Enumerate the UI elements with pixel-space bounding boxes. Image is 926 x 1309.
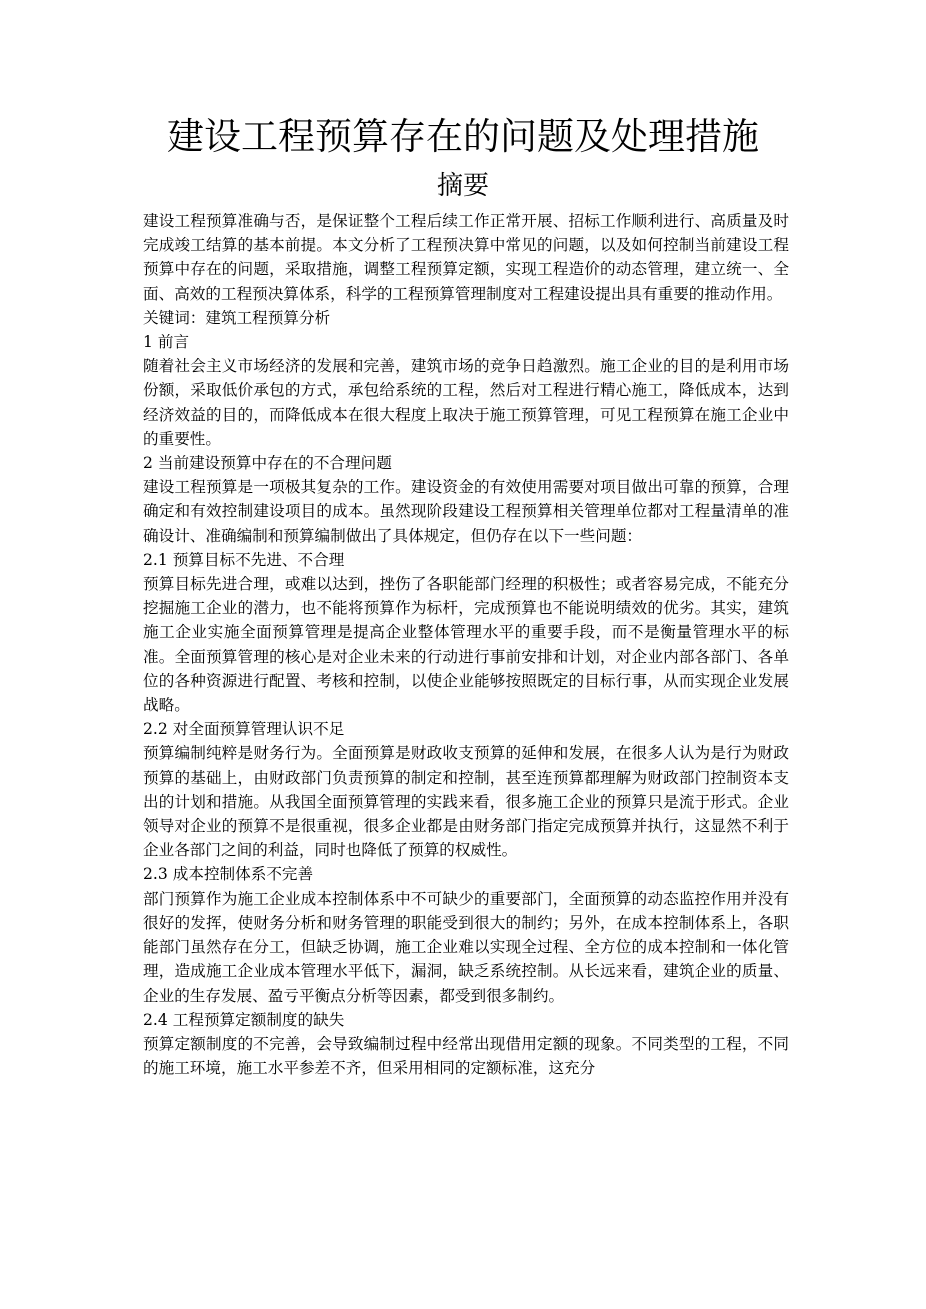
section-heading: 2.2 对全面预算管理认识不足 — [143, 720, 345, 739]
section-heading: 1 前言 — [143, 333, 190, 352]
section-paragraph: 预算编制纯粹是财务行为。全面预算是财政收支预算的延伸和发展，在很多人认为是行为财政预算的基础上，由财政部门负责预算的制定和控制，甚至连预算都理解为财政部门控制资本支出的计划和措施。从我国全面预算管理的实践来看，很多施工企业的预算只是流于形式。企业领导对企业的预算不是很重视，很多企业都是由财务部门指定完成预算并执行，这显然不利于企业各部门之间的利益，同时也降低了预算的权威性。 — [143, 744, 789, 860]
section-paragraph: 建设工程预算是一项极其复杂的工作。建设资金的有效使用需要对项目做出可靠的预算，合理确定和有效控制建设项目的成本。虽然现阶段建设工程预算相关管理单位都对工程量清单的准确设计、准确编制和预算编制做出了具体规定，但仍存在以下一些问题： — [143, 478, 789, 545]
section-paragraph: 预算定额制度的不完善，会导致编制过程中经常出现借用定额的现象。不同类型的工程，不同的施工环境，施工水平参差不齐，但采用相同的定额标准，这充分 — [143, 1034, 789, 1078]
section-heading: 2 当前建设预算中存在的不合理问题 — [143, 454, 392, 473]
abstract-heading: 摘要 — [436, 171, 489, 201]
section-heading: 2.1 预算目标不先进、不合理 — [143, 550, 345, 569]
keywords-line: 关键词：建筑工程预算分析 — [143, 308, 331, 327]
abstract-paragraph: 建设工程预算准确与否，是保证整个工程后续工作正常开展、招标工作顺利进行、高质量及时完成竣工结算的基本前提。本文分析了工程预决算中常见的问题，以及如何控制当前建设工程预算中存在的问题，采取措施，调整工程预算定额，实现工程造价的动态管理，建立统一、全面、高效的工程预决算体系，科学的工程预算管理制度对工程建设提出具有重要的推动作用。 — [143, 212, 789, 303]
section-paragraph: 部门预算作为施工企业成本控制体系中不可缺少的重要部门，全面预算的动态监控作用并没有很好的发挥，使财务分析和财务管理的职能受到很大的制约；另外，在成本控制体系上，各职能部门虽然存在分工，但缺乏协调，施工企业难以实现全过程、全方位的成本控制和一体化管理，造成施工企业成本管理水平低下，漏洞，缺乏系统控制。从长远来看，建筑企业的质量、企业的生存发展、盈亏平衡点分析等因素，都受到很多制约。 — [143, 889, 789, 1005]
section-paragraph: 预算目标先进合理，或难以达到，挫伤了各职能部门经理的积极性；或者容易完成，不能充分挖掘施工企业的潜力，也不能将预算作为标杆，完成预算也不能说明绩效的优劣。其实，建筑施工企业实施全面预算管理是提高企业整体管理水平的重要手段，而不是衡量管理水平的标准。全面预算管理的核心是对企业未来的行动进行事前安排和计划，对企业内部各部门、各单位的各种资源进行配置、考核和控制，以使企业能够按照既定的目标行事，从而实现企业发展战略。 — [143, 575, 789, 715]
document-title: 建设工程预算存在的问题及处理措施 — [167, 115, 759, 158]
document-body — [143, 209, 789, 1080]
section-heading: 2.3 成本控制体系不完善 — [143, 865, 314, 884]
section-paragraph: 随着社会主义市场经济的发展和完善，建筑市场的竞争日趋激烈。施工企业的目的是利用市场份额，采取低价承包的方式，承包给系统的工程，然后对工程进行精心施工，降低成本，达到经济效益的目的，而降低成本在很大程度上取决于施工预算管理，可见工程预算在施工企业中的重要性。 — [143, 357, 789, 448]
section-heading: 2.4 工程预算定额制度的缺失 — [143, 1010, 345, 1029]
